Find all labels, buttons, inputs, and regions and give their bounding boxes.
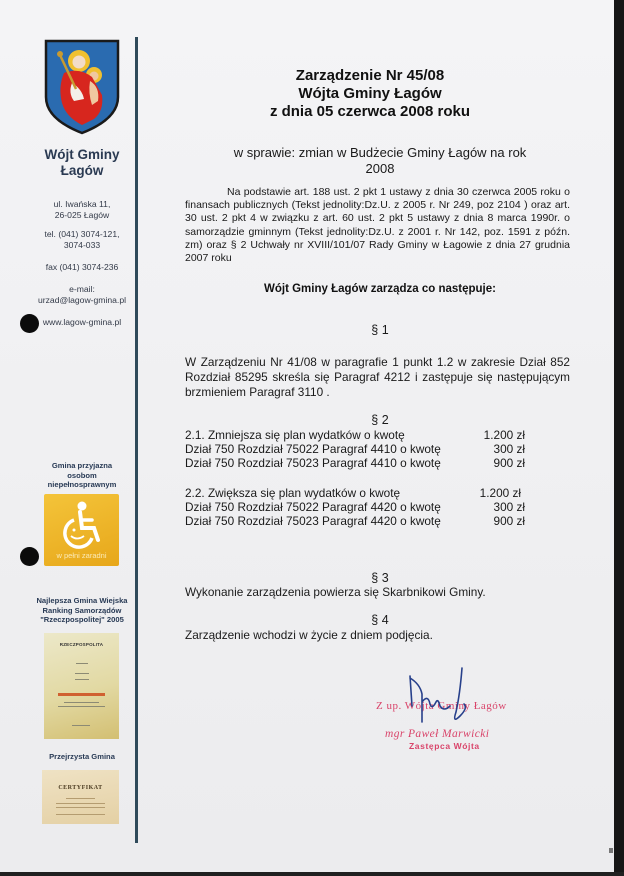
office-name: Wójt Gminy Łagów xyxy=(44,147,120,178)
punch-hole xyxy=(20,314,39,333)
scan-border-right xyxy=(614,0,624,876)
handwritten-signature xyxy=(400,664,490,732)
section-3-text: Wykonanie zarządzenia powierza się Skarbnikowi Gminy. xyxy=(185,585,486,599)
wheelchair-icon xyxy=(44,494,119,554)
punch-hole xyxy=(20,547,39,566)
increase-item-row: Dział 750 Rozdział 75023 Paragraf 4420 o kwotę 900 zł xyxy=(185,514,525,528)
ranking-label: Najlepsza Gmina Wiejska Ranking Samorządów "Rzeczpospolitej" 2005 xyxy=(36,596,128,624)
scan-border-bottom xyxy=(0,872,624,876)
decrease-total-row: 2.1. Zmniejsza się plan wydatków o kwotę 1.200 zł xyxy=(185,428,525,442)
decree-intro: Wójt Gminy Łagów zarządza co następuje: xyxy=(264,283,496,295)
certificate-image: CERTYFIKAT xyxy=(42,770,119,824)
website-link[interactable]: www.lagow-gmina.pl xyxy=(42,317,122,327)
section-4-sign: § 4 xyxy=(371,613,389,627)
section-2-sign: § 2 xyxy=(371,413,389,427)
fax: fax (041) 3074-236 xyxy=(45,262,119,272)
email-link[interactable]: urzad@lagow-gmina.pl xyxy=(37,295,127,305)
section-1-text: W Zarządzeniu Nr 41/08 w paragrafie 1 punkt 1.2 w zakresie Dział 852 Rozdział 85295 skreśla się Paragraf 4212 i zastępuje się następującym brzmieniem Paragraf 3110 . xyxy=(185,355,570,399)
disabled-friendly-label: Gmina przyjazna osobom niepełnosprawnym xyxy=(47,461,117,489)
email-block: e-mail: urzad@lagow-gmina.pl xyxy=(0,284,164,306)
section-4-text: Zarządzenie wchodzi w życie z dniem podjęcia. xyxy=(185,628,433,642)
disabled-friendly-logo: w pełni zaradni xyxy=(44,494,119,566)
decrease-item-row: Dział 750 Rozdział 75023 Paragraf 4410 o kwotę 900 zł xyxy=(185,456,525,470)
coat-of-arms-icon xyxy=(44,39,120,135)
sidebar-divider xyxy=(135,37,138,843)
increase-total-row: 2.2. Zwiększa się plan wydatków o kwotę 1.200 zł xyxy=(185,486,521,500)
ranking-diploma-image: RZECZPOSPOLITA xyxy=(44,633,119,739)
decrease-item-row: Dział 750 Rozdział 75022 Paragraf 4410 o kwotę 300 zł xyxy=(185,442,525,456)
stamp-line-name: mgr Paweł Marwicki xyxy=(385,728,490,740)
document-subject: w sprawie: zmian w Budżecie Gminy Łagów na rok 2008 xyxy=(233,145,527,176)
section-3-sign: § 3 xyxy=(371,571,389,585)
increase-item-row: Dział 750 Rozdział 75022 Paragraf 4420 o kwotę 300 zł xyxy=(185,500,525,514)
section-1-sign: § 1 xyxy=(371,323,389,337)
address: ul. Iwańska 11, 26-025 Łagów xyxy=(53,199,111,220)
legal-basis: Na podstawie art. 188 ust. 2 pkt 1 ustawy z dnia 30 czerwca 2005 roku o finansach publicznych (Tekst jednolity:Dz.U. z 2005 r. Nr 249, poz 2104 ) oraz art. 30 ust. 2 pkt 4 w związku z art. 60 ust. 2 pkt 5 ustawy z dnia 8 marca 1990r. o samorządzie gminnym (Tekst jednolity:Dz.U. z 2001 r. Nr 142, poz. 1591 z późn. zm) oraz § 2 Uchwały nr XVIII/101/07 Rady Gminy w Łagowie z dnia 27 grudnia 2007 roku xyxy=(185,186,570,265)
transparent-commune-label: Przejrzysta Gmina xyxy=(49,752,115,761)
document-title: Zarządzenie Nr 45/08 Wójta Gminy Łagów z dnia 05 czerwca 2008 roku xyxy=(269,67,471,120)
scan-speck xyxy=(609,848,613,853)
stamp-line-authorization: Z up. Wójta Gminy Łagów xyxy=(376,700,507,712)
stamp-line-position: Zastępca Wójta xyxy=(409,741,480,751)
telephone: tel. (041) 3074-121, 3074-033 xyxy=(44,229,120,250)
